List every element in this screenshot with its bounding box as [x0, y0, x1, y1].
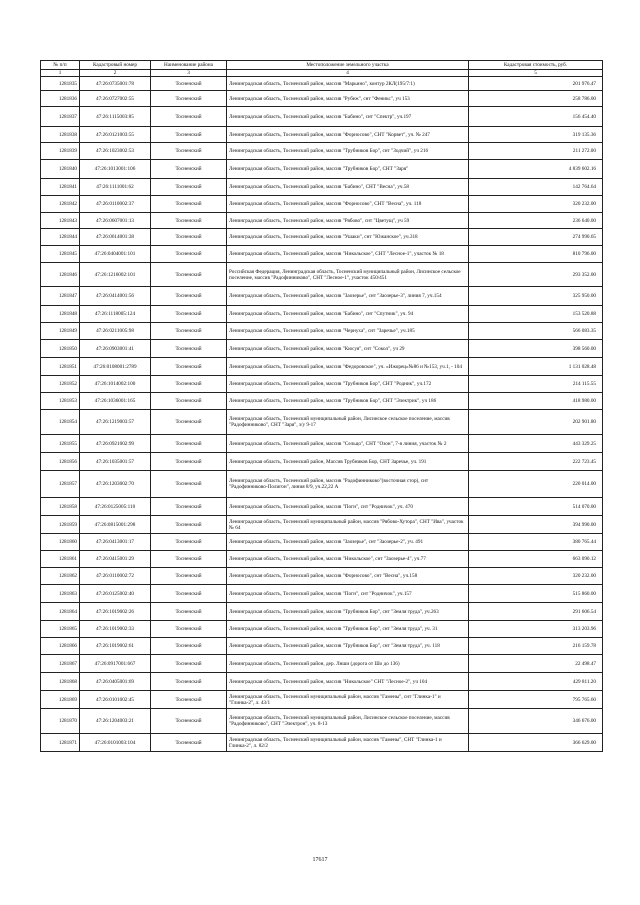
land-location: Ленинградская область, Тосненский район, дер. Лнши (дорога от Шо до 136): [227, 655, 469, 673]
table-row: [41, 196, 603, 213]
district-name: Тосненский: [151, 229, 227, 246]
cadastral-number: 47:26:0404001:101: [80, 246, 151, 263]
district-name: Тосненский: [151, 691, 227, 709]
cadastral-value: 156 454.40: [469, 107, 603, 127]
district-name: Тосненский: [151, 638, 227, 655]
table-row: [41, 323, 603, 340]
district-name: Тосненский: [151, 585, 227, 603]
table-row: [41, 287, 603, 306]
cadastral-number: 47:26:0108001:2789: [80, 358, 151, 376]
table-row: [41, 179, 603, 196]
row-number: 1281839: [41, 143, 80, 160]
cadastral-value: 394 990.00: [469, 516, 603, 534]
cadastral-value: 795 765.60: [469, 691, 603, 709]
row-number: 1281838: [41, 127, 80, 143]
cadastral-number: 47:26:0405001:69: [80, 673, 151, 691]
cadastral-number: 47:26:0414001:56: [80, 287, 151, 306]
land-location: Ленинградская область, Тосненский район, массив "Заозерье", снт "Заозерье-2", уч. 491: [227, 534, 469, 551]
land-location: Ленинградская область, Тосненский район, массив "Рябово", снт "Цветущ", уч 59: [227, 213, 469, 229]
document-sheet: [40, 60, 602, 752]
land-location: Ленинградская область, Тосненский район, массив "Трубников Бор", СНТ "Электрик", уч 186: [227, 393, 469, 410]
district-name: Тосненский: [151, 196, 227, 213]
cadastral-value: 514 070.00: [469, 498, 603, 516]
district-name: Тосненский: [151, 358, 227, 376]
cadastral-number: 47:26:1013001:106: [80, 160, 151, 179]
district-name: Тосненский: [151, 568, 227, 585]
row-number: 1281870: [41, 709, 80, 734]
district-name: Тосненский: [151, 453, 227, 471]
land-location: Ленинградская область, Тосненский район, массив "Чернуха", снт "Заречье", уч.185: [227, 323, 469, 340]
row-number: 1281857: [41, 471, 80, 498]
district-name: Тосненский: [151, 91, 227, 107]
row-number: 1281863: [41, 585, 80, 603]
cadastral-value: 142 764.64: [469, 179, 603, 196]
district-name: Тосненский: [151, 263, 227, 287]
cadastral-number: 47:26:0614001:38: [80, 229, 151, 246]
land-location: Ленинградская область, Тосненский муниципальный район, массив "Гамены", снт "Глинка-1" и "Глинка-2", л. 43/1: [227, 691, 469, 709]
cadastral-number: 47:26:0607001:13: [80, 213, 151, 229]
row-number: 1281846: [41, 263, 80, 287]
cadastral-number: 47:26:1019002:33: [80, 621, 151, 638]
cadastral-number: 47:26:0211005:98: [80, 323, 151, 340]
cadastral-number: 47:26:0125002:40: [80, 585, 151, 603]
row-number: 1281859: [41, 516, 80, 534]
district-name: Тосненский: [151, 160, 227, 179]
table-row: [41, 471, 603, 498]
cadastral-number: 47:26:1036001:165: [80, 393, 151, 410]
cadastral-value: 810 796.00: [469, 246, 603, 263]
cadastral-number: 47:26:0415001:29: [80, 551, 151, 568]
cadastral-number: 47:26:0921002:99: [80, 435, 151, 453]
table-row: [41, 516, 603, 534]
cadastral-number: 47:26:0815001:298: [80, 516, 151, 534]
district-name: Тосненский: [151, 127, 227, 143]
district-name: Тосненский: [151, 246, 227, 263]
row-number: 1281847: [41, 287, 80, 306]
cadastral-value: 236 640.00: [469, 213, 603, 229]
row-number: 1281837: [41, 107, 80, 127]
land-location: Ленинградская область, Тосненский район, массив "Погн", снт "Родничок", уч. 470: [227, 498, 469, 516]
cadastral-value: 346 676.00: [469, 709, 603, 734]
header-cadastral-value: Кадастровая стоимость, руб.: [469, 61, 603, 70]
cadastral-value: 258 786.00: [469, 91, 603, 107]
row-number: 1281861: [41, 551, 80, 568]
cadastral-number: 47:26:1219003:57: [80, 410, 151, 435]
district-name: Тосненский: [151, 393, 227, 410]
row-number: 1281851: [41, 358, 80, 376]
table-row: [41, 77, 603, 91]
index-cell: 1: [41, 70, 80, 77]
table-row: [41, 107, 603, 127]
cadastral-value: 398 560.00: [469, 340, 603, 358]
cadastral-value-table: [40, 60, 603, 752]
cadastral-number: 47:26:1204003:21: [80, 709, 151, 734]
row-number: 1281849: [41, 323, 80, 340]
table-row: [41, 534, 603, 551]
cadastral-number: 47:26:0413001:17: [80, 534, 151, 551]
cadastral-value: 320 232.00: [469, 196, 603, 213]
table-row: [41, 246, 603, 263]
header-location: Местоположение земельного участка: [227, 61, 469, 70]
land-location: Ленинградская область, Тосненский муниципальный район, Лисинское сельское поселение, массив "Радофинниково", СНТ "Электрон", уч. 8-13: [227, 709, 469, 734]
cadastral-number: 47:26:1019002:26: [80, 603, 151, 621]
table-index-row: [41, 70, 603, 77]
table-row: [41, 358, 603, 376]
header-number: № п/п: [41, 61, 80, 70]
cadastral-value: 320 232.00: [469, 568, 603, 585]
table-row: [41, 655, 603, 673]
cadastral-value: 325 950.00: [469, 287, 603, 306]
district-name: Тосненский: [151, 143, 227, 160]
row-number: 1281871: [41, 734, 80, 752]
district-name: Тосненский: [151, 376, 227, 393]
table-row: [41, 709, 603, 734]
row-number: 1281836: [41, 91, 80, 107]
table-row: [41, 585, 603, 603]
cadastral-value: 202 901.80: [469, 410, 603, 435]
district-name: Тосненский: [151, 213, 227, 229]
row-number: 1281867: [41, 655, 80, 673]
index-cell: 3: [151, 70, 227, 77]
table-row: [41, 410, 603, 435]
district-name: Тосненский: [151, 621, 227, 638]
cadastral-value: 319 135.36: [469, 127, 603, 143]
land-location: Ленинградская область, Тосненский район, массив "Форносово", СНТ "Корвет", уч. № 247: [227, 127, 469, 143]
page-number: 17617: [312, 857, 328, 863]
cadastral-number: 47:26:0727002:55: [80, 91, 151, 107]
table-row: [41, 91, 603, 107]
district-name: Тосненский: [151, 179, 227, 196]
table-header-row: [41, 61, 603, 70]
district-name: Тосненский: [151, 498, 227, 516]
table-row: [41, 691, 603, 709]
cadastral-value: 222 723.45: [469, 453, 603, 471]
cadastral-number: 47:26:0735001:78: [80, 77, 151, 91]
land-location: Ленинградская область, Тосненский район, массив "Заозерье", снт "Заозерье-3", линия 7, уч.154: [227, 287, 469, 306]
cadastral-value: 429 811.20: [469, 673, 603, 691]
district-name: Тосненский: [151, 306, 227, 323]
cadastral-number: 47:26:0125005:110: [80, 498, 151, 516]
land-location: Ленинградская область, Тосненский район, массив "Бабино", снт "Спутник", уч. 94: [227, 306, 469, 323]
header-district: Наименование района: [151, 61, 227, 70]
table-row: [41, 638, 603, 655]
cadastral-value: 274 990.65: [469, 229, 603, 246]
row-number: 1281848: [41, 306, 80, 323]
cadastral-value: 293 352.00: [469, 263, 603, 287]
table-row: [41, 498, 603, 516]
cadastral-value: 214 115.55: [469, 376, 603, 393]
cadastral-value: 313 203.96: [469, 621, 603, 638]
row-number: 1281854: [41, 410, 80, 435]
header-cadastral-number: Кадастровый номер: [80, 61, 151, 70]
district-name: Тосненский: [151, 323, 227, 340]
land-location: Ленинградская область, Тосненский район, массив "Сельцо", СНТ "Озон", 7-я линия, участок № 2: [227, 435, 469, 453]
row-number: 1281865: [41, 621, 80, 638]
district-name: Тосненский: [151, 287, 227, 306]
row-number: 1281858: [41, 498, 80, 516]
row-number: 1281852: [41, 376, 80, 393]
land-location: Ленинградская область, Тосненский район, массив "Трубников Бор", снт "Земля труда", уч.263: [227, 603, 469, 621]
land-location: Ленинградская область, Тосненский район, массив "Кюсуя", снт "Сокол", уч 29: [227, 340, 469, 358]
table-row: [41, 393, 603, 410]
table-row: [41, 376, 603, 393]
land-location: Ленинградская область, Тосненский район, массив "Ушаки", снт "Южанское", уч.318: [227, 229, 469, 246]
row-number: 1281844: [41, 229, 80, 246]
land-location: Ленинградская область, Тосненский район, массив "Федоровское", уч. «Ижорец»№86 и №153, уч.1, - 104: [227, 358, 469, 376]
cadastral-value: 366 629.00: [469, 734, 603, 752]
table-row: [41, 263, 603, 287]
table-row: [41, 621, 603, 638]
cadastral-value: 22 498.47: [469, 655, 603, 673]
table-row: [41, 603, 603, 621]
row-number: 1281843: [41, 213, 80, 229]
cadastral-number: 47:26:0110002:37: [80, 196, 151, 213]
land-location: Ленинградская область, Тосненский район, массив "Рубеж", снт "Феникс", уч 153: [227, 91, 469, 107]
row-number: 1281840: [41, 160, 80, 179]
row-number: 1281856: [41, 453, 80, 471]
cadastral-value: 418 980.00: [469, 393, 603, 410]
row-number: 1281860: [41, 534, 80, 551]
cadastral-number: 47:26:1019002:61: [80, 638, 151, 655]
district-name: Тосненский: [151, 77, 227, 91]
cadastral-number: 47:26:0101003:104: [80, 734, 151, 752]
land-location: Ленинградская область, Тосненский район, массив "Никольское", снт "Заозерье-4", уч.77: [227, 551, 469, 568]
land-location: Ленинградская область, Тосненский район, массив "Никольское" СНТ "Лесное-2", уч 104: [227, 673, 469, 691]
cadastral-value: 291 606.54: [469, 603, 603, 621]
cadastral-value: 211 272.00: [469, 143, 603, 160]
table-row: [41, 229, 603, 246]
row-number: 1281864: [41, 603, 80, 621]
land-location: Ленинградская область, Тосненский район, массив "Форносово", СНТ "Весна", уч. 118: [227, 196, 469, 213]
cadastral-number: 47:26:0121003:55: [80, 127, 151, 143]
table-row: [41, 673, 603, 691]
row-number: 1281869: [41, 691, 80, 709]
land-location: Ленинградская область, Тосненский муниципальный район, массив "Гамены", СНТ "Глинка-1 и Глинка-2", л. 82/2: [227, 734, 469, 752]
cadastral-number: 47:26:0903001:41: [80, 340, 151, 358]
land-location: Ленинградская область, Тосненский район, массив "Марьино", контур 2КЛ(195/7:1): [227, 77, 469, 91]
land-location: Ленинградская область, Тосненский район, массив "Бабино", снт "Спектр", уч.197: [227, 107, 469, 127]
land-location: Ленинградская область, Тосненский район, массив "Трубников Бор", снт "Зодчий", уч 216: [227, 143, 469, 160]
cadastral-value: 566 083.35: [469, 323, 603, 340]
cadastral-value: 216 159.78: [469, 638, 603, 655]
cadastral-number: 47:26:0101002:45: [80, 691, 151, 709]
row-number: 1281841: [41, 179, 80, 196]
table-row: [41, 160, 603, 179]
row-number: 1281855: [41, 435, 80, 453]
row-number: 1281842: [41, 196, 80, 213]
land-location: Ленинградская область, Тосненский район, массив "Трубников Бор", снт "Земля труда", уч. 118: [227, 638, 469, 655]
cadastral-value: 220 014.00: [469, 471, 603, 498]
table-row: [41, 551, 603, 568]
land-location: Ленинградская область, Тосненский район, массив "Трубников Бор", СНТ "Родник", уч.172: [227, 376, 469, 393]
district-name: Тосненский: [151, 410, 227, 435]
row-number: 1281835: [41, 77, 80, 91]
table-body: [41, 77, 603, 752]
district-name: Тосненский: [151, 107, 227, 127]
table-row: [41, 340, 603, 358]
table-row: [41, 306, 603, 323]
cadastral-number: 47:26:1118005:124: [80, 306, 151, 323]
district-name: Тосненский: [151, 551, 227, 568]
row-number: 1281868: [41, 673, 80, 691]
district-name: Тосненский: [151, 534, 227, 551]
district-name: Тосненский: [151, 435, 227, 453]
district-name: Тосненский: [151, 516, 227, 534]
cadastral-number: 47:26:1014002:100: [80, 376, 151, 393]
index-cell: 5: [469, 70, 603, 77]
cadastral-number: 47:26:1115003:85: [80, 107, 151, 127]
row-number: 1281866: [41, 638, 80, 655]
cadastral-value: 1 131 028.48: [469, 358, 603, 376]
cadastral-number: 47:26:1111001:62: [80, 179, 151, 196]
row-number: 1281845: [41, 246, 80, 263]
table-row: [41, 568, 603, 585]
district-name: Тосненский: [151, 655, 227, 673]
cadastral-value: 443 329.25: [469, 435, 603, 453]
land-location: Ленинградская область, Тосненский муниципальный район, массив "Рябово-Хутора", СНТ "Ива", участок № 64: [227, 516, 469, 534]
land-location: Ленинградская область, Тосненский район, Массив Трубников Бор, СНТ Заречье, уч. 191: [227, 453, 469, 471]
table-row: [41, 127, 603, 143]
land-location: Ленинградская область, Тосненский район, массив "Погн", снт "Родничок", уч.157: [227, 585, 469, 603]
cadastral-number: 47:26:1035001:57: [80, 453, 151, 471]
row-number: 1281862: [41, 568, 80, 585]
land-location: Ленинградская область, Тосненский муниципальный район, Лисинское сельское поселение, массив "Радофинниково", СНТ "Заря", з/у 9-17: [227, 410, 469, 435]
table-row: [41, 453, 603, 471]
table-row: [41, 734, 603, 752]
row-number: 1281853: [41, 393, 80, 410]
cadastral-number: 47:26:1203002:70: [80, 471, 151, 498]
district-name: Тосненский: [151, 734, 227, 752]
land-location: Ленинградская область, Тосненский район, массив "Бабино", СНТ "Весна", уч.58: [227, 179, 469, 196]
land-location: Ленинградская область, Тосненский район, массив "Форносово", снт "Весна", уч.158: [227, 568, 469, 585]
cadastral-value: 153 520.88: [469, 306, 603, 323]
district-name: Тосненский: [151, 471, 227, 498]
table-row: [41, 435, 603, 453]
table-row: [41, 143, 603, 160]
district-name: Тосненский: [151, 340, 227, 358]
cadastral-value: 515 860.00: [469, 585, 603, 603]
land-location: Ленинградская область, Тосненский район, массив "Трубников Бор", СНТ "Заря": [227, 160, 469, 179]
land-location: Ленинградская область, Тосненский район, массив "Никольское", СНТ "Лесное-1", участок № 18: [227, 246, 469, 263]
cadastral-number: 47:26:0110002:72: [80, 568, 151, 585]
district-name: Тосненский: [151, 673, 227, 691]
cadastral-value: 380 765.44: [469, 534, 603, 551]
index-cell: 2: [80, 70, 151, 77]
cadastral-number: 47:26:0917001:667: [80, 655, 151, 673]
cadastral-value: 663 090.12: [469, 551, 603, 568]
cadastral-value: 4 839 602.16: [469, 160, 603, 179]
land-location: Ленинградская область, Тосненский район, массив "Радофинниково"(восточная стор), снт "Радофинниково-Полигон", линия 8/9, уч.22,22 А: [227, 471, 469, 498]
table-row: [41, 213, 603, 229]
land-location: Ленинградская область, Тосненский район, массив "Трубников Бор", снт "Земля труда", уч. 31: [227, 621, 469, 638]
district-name: Тосненский: [151, 709, 227, 734]
row-number: 1281850: [41, 340, 80, 358]
cadastral-number: 47:26:1216002:101: [80, 263, 151, 287]
index-cell: 4: [227, 70, 469, 77]
cadastral-number: 47:26:1023002:53: [80, 143, 151, 160]
cadastral-value: 201 976.47: [469, 77, 603, 91]
district-name: Тосненский: [151, 603, 227, 621]
land-location: Российская Федерация, Ленинградская область, Тосненский муниципальный район, Лисинское сельское поселение, массив "Радофинниково", СНТ "Лесное-1", участок 450/451: [227, 263, 469, 287]
